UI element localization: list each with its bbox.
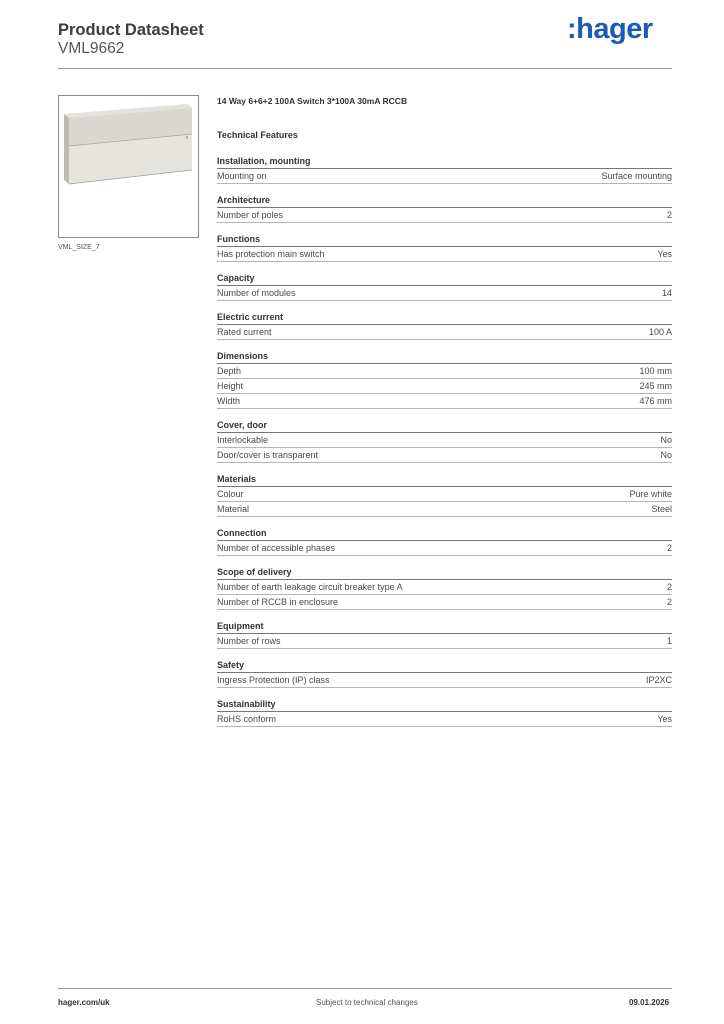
spec-value: Pure white [629,489,672,499]
spec-row [217,634,672,649]
spec-group-title: Safety [217,659,672,673]
spec-row [217,448,672,463]
spec-row [217,247,672,262]
spec-group-title: Architecture [217,194,672,208]
spec-row [217,580,672,595]
footer-divider [58,988,672,989]
spec-value: 2 [666,210,672,220]
spec-group-title: Connection [217,527,672,541]
spec-row [217,502,672,517]
spec-label: Number of modules [217,288,296,298]
spec-value: Surface mounting [601,171,672,181]
spec-label: Material [217,504,250,514]
spec-group [217,473,672,517]
spec-value: 2 [666,543,672,553]
spec-label: Interlockable [217,435,269,445]
product-image [58,95,199,238]
spec-group [217,194,672,223]
spec-label: Colour [217,489,244,499]
spec-row [217,169,672,184]
spec-group [217,419,672,463]
spec-row [217,208,672,223]
spec-row [217,712,672,727]
spec-group-title: Electric current [217,311,672,325]
spec-label: Ingress Protection (IP) class [217,675,330,685]
spec-value: 1 [666,636,672,646]
spec-label: Number of rows [217,636,281,646]
spec-label: Door/cover is transparent [217,450,319,460]
spec-group [217,566,672,610]
spec-group-title: Scope of delivery [217,566,672,580]
spec-group-title: Cover, door [217,419,672,433]
spec-group-title: Installation, mounting [217,155,672,169]
spec-label: Has protection main switch [217,249,325,259]
spec-group-title: Dimensions [217,350,672,364]
consumer-unit-illustration [59,96,198,237]
spec-value: No [660,450,672,460]
spec-row [217,325,672,340]
spec-group-title: Sustainability [217,698,672,712]
spec-value: 2 [666,582,672,592]
product-description: 14 Way 6+6+2 100A Switch 3*100A 30mA RCCB [217,96,408,106]
spec-value: 476 mm [639,396,672,406]
spec-label: Number of poles [217,210,284,220]
spec-label: Depth [217,366,242,376]
spec-value: 245 mm [639,381,672,391]
spec-row [217,595,672,610]
spec-row [217,286,672,301]
spec-row [217,379,672,394]
spec-label: Rated current [217,327,272,337]
spec-label: Height [217,381,244,391]
spec-value: 2 [666,597,672,607]
spec-group [217,311,672,340]
spec-group-title: Functions [217,233,672,247]
spec-value: 100 A [648,327,672,337]
spec-group-title: Equipment [217,620,672,634]
page-title: Product Datasheet [58,21,204,39]
spec-label: Mounting on [217,171,267,181]
spec-group [217,659,672,688]
spec-row [217,487,672,502]
spec-value: Yes [657,249,672,259]
spec-value: 14 [661,288,672,298]
spec-label: Number of accessible phases [217,543,336,553]
spec-group [217,698,672,727]
spec-row [217,673,672,688]
spec-label: Number of RCCB in enclosure [217,597,339,607]
spec-group-title: Materials [217,473,672,487]
spec-group-title: Capacity [217,272,672,286]
spec-group [217,233,672,262]
spec-group [217,620,672,649]
spec-group [217,272,672,301]
image-caption: VML_SIZE_7 [58,244,100,251]
header-divider [58,68,672,69]
spec-row [217,541,672,556]
footer-note: Subject to technical changes [316,998,418,1007]
hager-logo: :hager [567,13,653,45]
spec-row [217,394,672,409]
spec-value: No [660,435,672,445]
spec-label: Number of earth leakage circuit breaker type A [217,582,403,592]
spec-value: IP2XC [645,675,672,685]
product-code: VML9662 [58,40,125,57]
technical-features-heading: Technical Features [217,130,298,140]
spec-group [217,527,672,556]
footer-date: 09.01.2026 [629,998,670,1007]
spec-row [217,364,672,379]
spec-value: Yes [657,714,672,724]
spec-table [217,155,672,737]
spec-label: RoHS conform [217,714,277,724]
footer-website: hager.com/uk [58,998,110,1007]
spec-value: 100 mm [639,366,672,376]
spec-label: Width [217,396,241,406]
spec-group [217,155,672,184]
spec-group [217,350,672,409]
spec-row [217,433,672,448]
spec-value: Steel [651,504,672,514]
